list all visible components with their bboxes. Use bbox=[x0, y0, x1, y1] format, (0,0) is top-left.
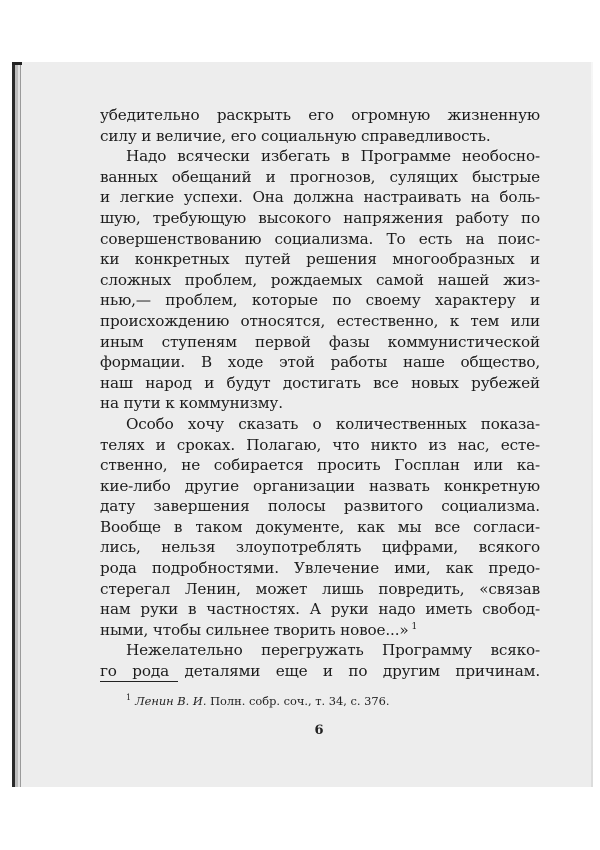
paragraph-start-line: Надо всячески избегать в Программе необосно- bbox=[126, 147, 540, 166]
text-line: силу и величие, его социальную справедливость. bbox=[100, 126, 491, 145]
text-line: го рода деталями еще и по другим причинам. bbox=[100, 662, 540, 681]
footnote-reference[interactable]: 1 bbox=[411, 621, 418, 632]
footnote-citation: Полн. собр. соч., т. 34, с. 376. bbox=[210, 693, 390, 708]
footnote bbox=[126, 693, 390, 708]
text-line: нам руки в частностях. А руки надо иметь свобод- bbox=[100, 600, 540, 619]
text-line: нью,— проблем, которые по своему характеру и bbox=[100, 291, 540, 310]
text-line: сложных проблем, рождаемых самой нашей жиз- bbox=[100, 270, 540, 289]
text-line: происхождению относятся, естественно, к тем или bbox=[100, 311, 540, 330]
text-line: Вообще в таком документе, как мы все согласи- bbox=[100, 517, 540, 536]
text-line: шую, требующую высокого напряжения работу по bbox=[100, 208, 540, 227]
paragraph-start-line: Нежелательно перегружать Программу всяко- bbox=[126, 641, 540, 660]
text-line: иным ступеням первой фазы коммунистической bbox=[100, 332, 540, 351]
text-line: на пути к коммунизму. bbox=[100, 394, 283, 413]
text-line: дату завершения полосы развитого социализма. bbox=[100, 497, 540, 516]
text-line: наш народ и будут достигать все новых рубежей bbox=[100, 373, 540, 392]
paragraph-start-line: Особо хочу сказать о количественных показа- bbox=[126, 414, 540, 433]
text-line: стерегал Ленин, может лишь повредить, «связав bbox=[100, 579, 540, 598]
text-line-with-footnote-ref bbox=[100, 620, 540, 641]
text-line: совершенствованию социализма. То есть на поис- bbox=[100, 229, 540, 248]
text-line: ки конкретных путей решения многообразных и bbox=[100, 250, 540, 269]
footnote-author: Ленин В. И. bbox=[135, 693, 207, 708]
text-line: ванных обещаний и прогнозов, сулящих быстрые bbox=[100, 167, 540, 186]
text-line: убедительно раскрыть его огромную жизненную bbox=[100, 106, 540, 124]
text-line: рода подробностями. Увлечение ими, как предо- bbox=[100, 559, 540, 578]
footnote-divider bbox=[100, 681, 178, 682]
body-text bbox=[100, 105, 540, 682]
footnote-mark: 1 bbox=[126, 693, 132, 702]
page-number: 6 bbox=[314, 723, 324, 738]
book-page bbox=[12, 62, 593, 787]
text-line: и легкие успехи. Она должна настраивать на боль- bbox=[100, 188, 540, 207]
text-line: формации. В ходе этой работы наше общество, bbox=[100, 353, 540, 372]
text-line-content: ными, чтобы сильнее творить новое...» bbox=[100, 620, 409, 639]
text-line: лись, нельзя злоупотреблять цифрами, всякого bbox=[100, 538, 540, 557]
text-line: кие-либо другие организации назвать конкретную bbox=[100, 476, 540, 495]
text-line: ственно, не собирается просить Госплан или ка- bbox=[100, 456, 540, 475]
text-line: телях и сроках. Полагаю, что никто из нас, есте- bbox=[100, 435, 540, 454]
